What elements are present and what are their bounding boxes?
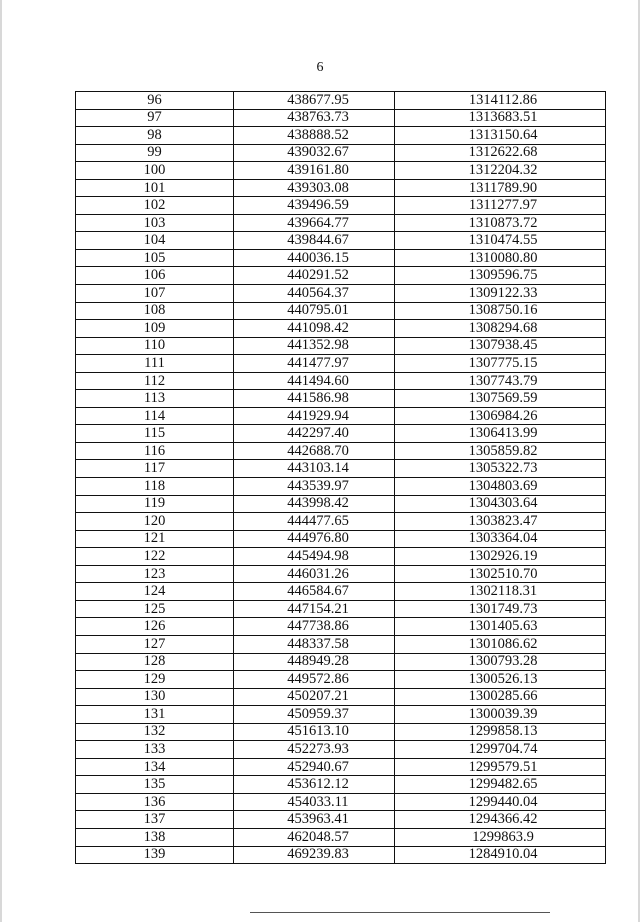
coordinates-table-body xyxy=(76,92,606,864)
point-number-cell: 113 xyxy=(76,390,234,408)
x-coordinate-cell: 438763.73 xyxy=(234,109,395,127)
x-coordinate-cell: 453612.12 xyxy=(234,776,395,794)
y-coordinate-cell: 1309122.33 xyxy=(395,285,606,303)
table-row xyxy=(76,214,606,232)
y-coordinate-cell: 1307569.59 xyxy=(395,390,606,408)
y-coordinate-cell: 1308750.16 xyxy=(395,302,606,320)
x-coordinate-cell: 441477.97 xyxy=(234,355,395,373)
x-coordinate-cell: 439161.80 xyxy=(234,162,395,180)
point-number-cell: 134 xyxy=(76,758,234,776)
table-row xyxy=(76,302,606,320)
point-number-cell: 115 xyxy=(76,425,234,443)
y-coordinate-cell: 1313683.51 xyxy=(395,109,606,127)
y-coordinate-cell: 1307775.15 xyxy=(395,355,606,373)
y-coordinate-cell: 1304303.64 xyxy=(395,495,606,513)
point-number-cell: 133 xyxy=(76,741,234,759)
x-coordinate-cell: 446584.67 xyxy=(234,583,395,601)
y-coordinate-cell: 1300793.28 xyxy=(395,653,606,671)
point-number-cell: 126 xyxy=(76,618,234,636)
table-row xyxy=(76,337,606,355)
table-row xyxy=(76,671,606,689)
point-number-cell: 103 xyxy=(76,214,234,232)
x-coordinate-cell: 438677.95 xyxy=(234,92,395,110)
point-number-cell: 127 xyxy=(76,635,234,653)
point-number-cell: 118 xyxy=(76,478,234,496)
table-row xyxy=(76,565,606,583)
table-row xyxy=(76,355,606,373)
x-coordinate-cell: 453963.41 xyxy=(234,811,395,829)
table-row xyxy=(76,846,606,864)
x-coordinate-cell: 448949.28 xyxy=(234,653,395,671)
y-coordinate-cell: 1306984.26 xyxy=(395,407,606,425)
y-coordinate-cell: 1303364.04 xyxy=(395,530,606,548)
point-number-cell: 98 xyxy=(76,127,234,145)
point-number-cell: 105 xyxy=(76,249,234,267)
point-number-cell: 111 xyxy=(76,355,234,373)
table-row xyxy=(76,162,606,180)
x-coordinate-cell: 462048.57 xyxy=(234,828,395,846)
point-number-cell: 117 xyxy=(76,460,234,478)
y-coordinate-cell: 1309596.75 xyxy=(395,267,606,285)
y-coordinate-cell: 1306413.99 xyxy=(395,425,606,443)
table-row xyxy=(76,758,606,776)
y-coordinate-cell: 1304803.69 xyxy=(395,478,606,496)
y-coordinate-cell: 1300285.66 xyxy=(395,688,606,706)
y-coordinate-cell: 1303823.47 xyxy=(395,513,606,531)
y-coordinate-cell: 1300039.39 xyxy=(395,706,606,724)
point-number-cell: 101 xyxy=(76,179,234,197)
y-coordinate-cell: 1305859.82 xyxy=(395,442,606,460)
x-coordinate-cell: 441352.98 xyxy=(234,337,395,355)
x-coordinate-cell: 440036.15 xyxy=(234,249,395,267)
point-number-cell: 122 xyxy=(76,548,234,566)
x-coordinate-cell: 443539.97 xyxy=(234,478,395,496)
point-number-cell: 96 xyxy=(76,92,234,110)
x-coordinate-cell: 441929.94 xyxy=(234,407,395,425)
table-row xyxy=(76,741,606,759)
point-number-cell: 99 xyxy=(76,144,234,162)
y-coordinate-cell: 1299858.13 xyxy=(395,723,606,741)
x-coordinate-cell: 442688.70 xyxy=(234,442,395,460)
table-row xyxy=(76,706,606,724)
table-row xyxy=(76,460,606,478)
table-row xyxy=(76,583,606,601)
x-coordinate-cell: 439496.59 xyxy=(234,197,395,215)
x-coordinate-cell: 444976.80 xyxy=(234,530,395,548)
x-coordinate-cell: 439664.77 xyxy=(234,214,395,232)
table-row xyxy=(76,723,606,741)
table-row xyxy=(76,425,606,443)
y-coordinate-cell: 1307938.45 xyxy=(395,337,606,355)
x-coordinate-cell: 445494.98 xyxy=(234,548,395,566)
y-coordinate-cell: 1310873.72 xyxy=(395,214,606,232)
x-coordinate-cell: 454033.11 xyxy=(234,793,395,811)
x-coordinate-cell: 469239.83 xyxy=(234,846,395,864)
table-row xyxy=(76,197,606,215)
point-number-cell: 129 xyxy=(76,671,234,689)
y-coordinate-cell: 1299482.65 xyxy=(395,776,606,794)
point-number-cell: 97 xyxy=(76,109,234,127)
table-row xyxy=(76,285,606,303)
point-number-cell: 120 xyxy=(76,513,234,531)
y-coordinate-cell: 1302926.19 xyxy=(395,548,606,566)
y-coordinate-cell: 1299863.9 xyxy=(395,828,606,846)
table-row xyxy=(76,811,606,829)
table-row xyxy=(76,109,606,127)
x-coordinate-cell: 443998.42 xyxy=(234,495,395,513)
table-row xyxy=(76,688,606,706)
x-coordinate-cell: 441586.98 xyxy=(234,390,395,408)
x-coordinate-cell: 439844.67 xyxy=(234,232,395,250)
y-coordinate-cell: 1284910.04 xyxy=(395,846,606,864)
y-coordinate-cell: 1301405.63 xyxy=(395,618,606,636)
table-row xyxy=(76,600,606,618)
point-number-cell: 116 xyxy=(76,442,234,460)
x-coordinate-cell: 441098.42 xyxy=(234,320,395,338)
y-coordinate-cell: 1311789.90 xyxy=(395,179,606,197)
bottom-scan-line xyxy=(250,912,550,913)
point-number-cell: 109 xyxy=(76,320,234,338)
point-number-cell: 106 xyxy=(76,267,234,285)
x-coordinate-cell: 438888.52 xyxy=(234,127,395,145)
x-coordinate-cell: 449572.86 xyxy=(234,671,395,689)
x-coordinate-cell: 452940.67 xyxy=(234,758,395,776)
table-row xyxy=(76,372,606,390)
point-number-cell: 112 xyxy=(76,372,234,390)
point-number-cell: 104 xyxy=(76,232,234,250)
table-row xyxy=(76,776,606,794)
table-row xyxy=(76,653,606,671)
y-coordinate-cell: 1299440.04 xyxy=(395,793,606,811)
table-row xyxy=(76,320,606,338)
y-coordinate-cell: 1301086.62 xyxy=(395,635,606,653)
point-number-cell: 138 xyxy=(76,828,234,846)
x-coordinate-cell: 448337.58 xyxy=(234,635,395,653)
point-number-cell: 135 xyxy=(76,776,234,794)
y-coordinate-cell: 1311277.97 xyxy=(395,197,606,215)
y-coordinate-cell: 1307743.79 xyxy=(395,372,606,390)
x-coordinate-cell: 440795.01 xyxy=(234,302,395,320)
point-number-cell: 124 xyxy=(76,583,234,601)
y-coordinate-cell: 1299579.51 xyxy=(395,758,606,776)
x-coordinate-cell: 440291.52 xyxy=(234,267,395,285)
table-row xyxy=(76,144,606,162)
point-number-cell: 119 xyxy=(76,495,234,513)
coordinates-table xyxy=(75,91,606,864)
x-coordinate-cell: 439032.67 xyxy=(234,144,395,162)
y-coordinate-cell: 1314112.86 xyxy=(395,92,606,110)
point-number-cell: 123 xyxy=(76,565,234,583)
table-row xyxy=(76,232,606,250)
y-coordinate-cell: 1310080.80 xyxy=(395,249,606,267)
point-number-cell: 108 xyxy=(76,302,234,320)
point-number-cell: 130 xyxy=(76,688,234,706)
x-coordinate-cell: 446031.26 xyxy=(234,565,395,583)
point-number-cell: 114 xyxy=(76,407,234,425)
scan-edge-left xyxy=(0,0,2,922)
point-number-cell: 139 xyxy=(76,846,234,864)
y-coordinate-cell: 1308294.68 xyxy=(395,320,606,338)
x-coordinate-cell: 439303.08 xyxy=(234,179,395,197)
point-number-cell: 125 xyxy=(76,600,234,618)
table-row xyxy=(76,513,606,531)
table-row xyxy=(76,442,606,460)
table-row xyxy=(76,495,606,513)
table-row xyxy=(76,390,606,408)
x-coordinate-cell: 447738.86 xyxy=(234,618,395,636)
y-coordinate-cell: 1305322.73 xyxy=(395,460,606,478)
x-coordinate-cell: 441494.60 xyxy=(234,372,395,390)
point-number-cell: 100 xyxy=(76,162,234,180)
table-row xyxy=(76,179,606,197)
point-number-cell: 110 xyxy=(76,337,234,355)
page-number: 6 xyxy=(316,60,324,75)
y-coordinate-cell: 1294366.42 xyxy=(395,811,606,829)
table-row xyxy=(76,618,606,636)
point-number-cell: 102 xyxy=(76,197,234,215)
point-number-cell: 136 xyxy=(76,793,234,811)
x-coordinate-cell: 451613.10 xyxy=(234,723,395,741)
point-number-cell: 121 xyxy=(76,530,234,548)
table-row xyxy=(76,478,606,496)
y-coordinate-cell: 1302118.31 xyxy=(395,583,606,601)
x-coordinate-cell: 452273.93 xyxy=(234,741,395,759)
x-coordinate-cell: 442297.40 xyxy=(234,425,395,443)
table-row xyxy=(76,548,606,566)
x-coordinate-cell: 443103.14 xyxy=(234,460,395,478)
point-number-cell: 132 xyxy=(76,723,234,741)
point-number-cell: 137 xyxy=(76,811,234,829)
y-coordinate-cell: 1312622.68 xyxy=(395,144,606,162)
x-coordinate-cell: 440564.37 xyxy=(234,285,395,303)
x-coordinate-cell: 450959.37 xyxy=(234,706,395,724)
y-coordinate-cell: 1313150.64 xyxy=(395,127,606,145)
y-coordinate-cell: 1301749.73 xyxy=(395,600,606,618)
y-coordinate-cell: 1302510.70 xyxy=(395,565,606,583)
table-row xyxy=(76,249,606,267)
point-number-cell: 128 xyxy=(76,653,234,671)
x-coordinate-cell: 444477.65 xyxy=(234,513,395,531)
point-number-cell: 107 xyxy=(76,285,234,303)
table-row xyxy=(76,635,606,653)
x-coordinate-cell: 447154.21 xyxy=(234,600,395,618)
table-row xyxy=(76,530,606,548)
table-row xyxy=(76,407,606,425)
y-coordinate-cell: 1312204.32 xyxy=(395,162,606,180)
table-row xyxy=(76,793,606,811)
y-coordinate-cell: 1310474.55 xyxy=(395,232,606,250)
table-row xyxy=(76,828,606,846)
point-number-cell: 131 xyxy=(76,706,234,724)
table-row xyxy=(76,267,606,285)
table-row xyxy=(76,92,606,110)
y-coordinate-cell: 1299704.74 xyxy=(395,741,606,759)
x-coordinate-cell: 450207.21 xyxy=(234,688,395,706)
y-coordinate-cell: 1300526.13 xyxy=(395,671,606,689)
table-row xyxy=(76,127,606,145)
